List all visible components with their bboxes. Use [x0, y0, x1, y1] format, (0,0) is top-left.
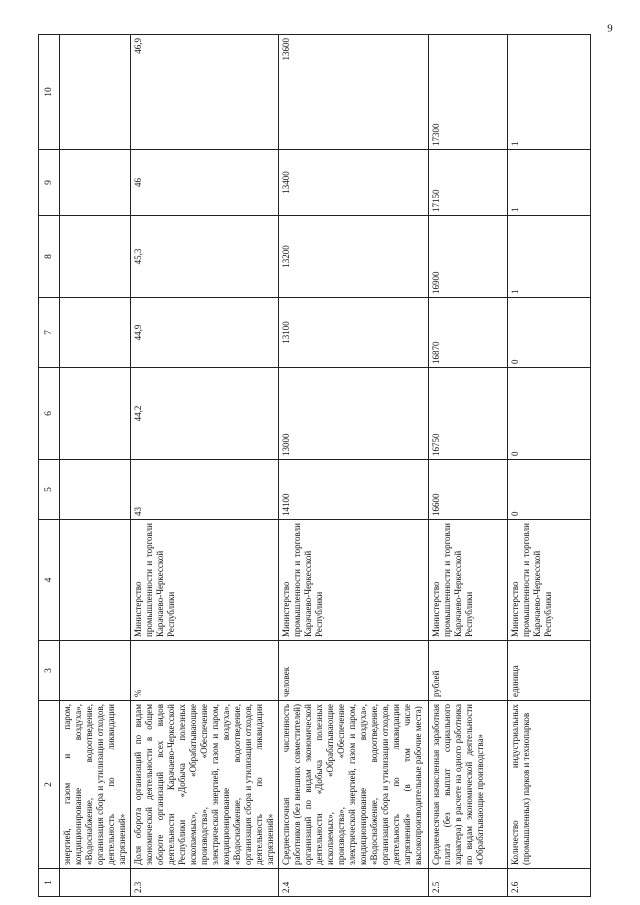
- value-cell: 16750: [429, 368, 508, 460]
- header-cell: 5: [39, 460, 60, 520]
- header-cell: 2: [39, 701, 60, 869]
- value-cell: 13200: [279, 216, 429, 298]
- table-row: [131, 35, 279, 897]
- value-cell: 1: [508, 35, 591, 150]
- header-cell: 6: [39, 368, 60, 460]
- responsible-agency: Министерство промышленности и торговли Карачаево-Черкесской Республики: [279, 520, 429, 641]
- row-number: 2.6: [508, 869, 591, 897]
- value-cell: 0: [508, 298, 591, 368]
- value-cell: 17150: [429, 150, 508, 216]
- unit: [60, 641, 131, 701]
- unit: рублей: [429, 641, 508, 701]
- header-cell: 10: [39, 35, 60, 150]
- indicator-name: Доля оборота организаций по видам экономической деятельности в общем обороте организаций всех видов деятельности Карачаево-Черкесской Республики «Добыча полезных ископаемых», «Обрабатывающие производства», «Обеспечение электрической энергией, газом и паром, кондиционирование воздуха», «Водоснабжение, водоотведение, организация сбора и утилизации отходов, деятельность по ликвидации загрязнений»: [131, 701, 279, 869]
- value-cell: 17300: [429, 35, 508, 150]
- header-cell: 3: [39, 641, 60, 701]
- unit: человек: [279, 641, 429, 701]
- value-cell: [60, 298, 131, 368]
- row-number: 2.4: [279, 869, 429, 897]
- value-cell: 43: [131, 460, 279, 520]
- header-cell: 1: [39, 869, 60, 897]
- value-cell: 46,9: [131, 35, 279, 150]
- unit: единица: [508, 641, 591, 701]
- value-cell: 13100: [279, 298, 429, 368]
- value-cell: 0: [508, 460, 591, 520]
- value-cell: 13400: [279, 150, 429, 216]
- indicators-table: [38, 34, 591, 897]
- header-cell: 4: [39, 520, 60, 641]
- table-row: [279, 35, 429, 897]
- value-cell: 46: [131, 150, 279, 216]
- value-cell: [60, 35, 131, 150]
- value-cell: 45,3: [131, 216, 279, 298]
- value-cell: 13000: [279, 368, 429, 460]
- value-cell: 0: [508, 368, 591, 460]
- table-row: [508, 35, 591, 897]
- header-cell: 8: [39, 216, 60, 298]
- value-cell: 44,9: [131, 298, 279, 368]
- header-cell: 7: [39, 298, 60, 368]
- page-number: 9: [607, 22, 613, 35]
- value-cell: [60, 216, 131, 298]
- responsible-agency: Министерство промышленности и торговли Карачаево-Черкесской Республики: [131, 520, 279, 641]
- row-number: 2.3: [131, 869, 279, 897]
- row-number: [60, 869, 131, 897]
- row-number: 2.5: [429, 869, 508, 897]
- indicator-name: Среднемесячная начисленная заработная плата (без выплат социального характера) в расчете на одного работника по видам экономической деятельности «Обрабатывающие производства»: [429, 701, 508, 869]
- table-row: [60, 35, 131, 897]
- value-cell: 14100: [279, 460, 429, 520]
- table-header-row: [39, 35, 60, 897]
- value-cell: 16870: [429, 298, 508, 368]
- value-cell: 16600: [429, 460, 508, 520]
- value-cell: 16900: [429, 216, 508, 298]
- value-cell: 1: [508, 216, 591, 298]
- indicator-name: Количество индустриальных (промышленных) парков и технопарков: [508, 701, 591, 869]
- responsible-agency: Министерство промышленности и торговли Карачаево-Черкесской Республики: [508, 520, 591, 641]
- responsible-agency: Министерство промышленности и торговли Карачаево-Черкесской Республики: [429, 520, 508, 641]
- value-cell: [60, 150, 131, 216]
- value-cell: [60, 460, 131, 520]
- table-row: [429, 35, 508, 897]
- value-cell: 1: [508, 150, 591, 216]
- indicator-name: энергией, газом и паром, кондиционирование воздуха», «Водоснабжение, водоотведение, организация сбора и утилизации отходов, деятельность по ликвидации загрязнений»: [60, 701, 131, 869]
- indicator-name: Среднесписочная численность работников (без внешних совместителей) организаций по видам экономической деятельности «Добыча полезных ископаемых», «Обрабатывающие производства», «Обеспечение электрической энергией, газом и паром, кондиционирование воздуха», «Водоснабжение, водоотведение, организация сбора и утилизации отходов, деятельность по ликвидации загрязнений» (в том числе высокопроизводительные рабочие места): [279, 701, 429, 869]
- header-cell: 9: [39, 150, 60, 216]
- value-cell: 13600: [279, 35, 429, 150]
- value-cell: 44,2: [131, 368, 279, 460]
- value-cell: [60, 368, 131, 460]
- unit: %: [131, 641, 279, 701]
- responsible-agency: [60, 520, 131, 641]
